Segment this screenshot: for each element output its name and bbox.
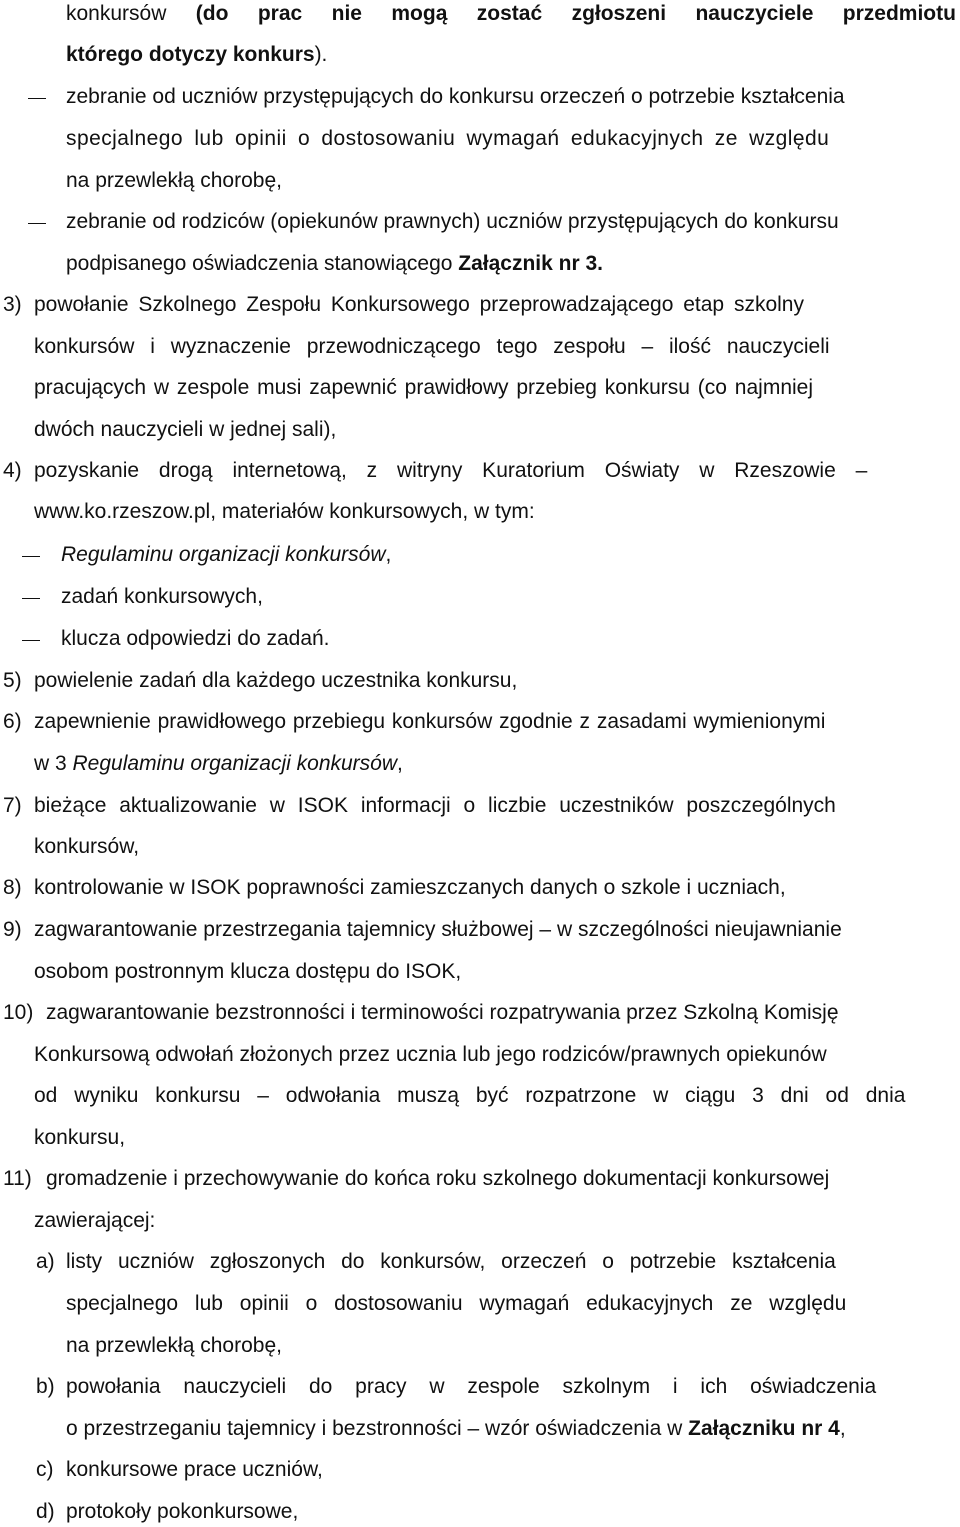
text-line: protokoły pokonkursowe, [66,1500,299,1523]
text-line: klucza odpowiedzi do zadań. [61,627,330,650]
text-word: przedmiotu [842,2,956,25]
text-line: którego dotyczy konkurs). [66,43,328,66]
italic-text: Regulaminu organizacji konkursów [61,543,386,566]
dash-bullet [28,82,48,112]
text-line: dwóch nauczycieli w jednej sali), [34,418,337,441]
text-line: podpisanego oświadczenia stanowiącego Załącznik nr 3. [66,252,604,275]
text-line: powołania nauczycieli do pracy w zespole szkolnym i ich oświadczenia [66,1375,877,1398]
text-word: nauczyciele [695,2,814,25]
text-line: od wyniku konkursu – odwołania muszą być rozpatrzone w ciągu 3 dni od dnia [34,1084,906,1107]
text-line: osobom postronnym klucza dostępu do ISOK, [34,960,462,983]
bold-text: Załączniku nr 4 [688,1417,840,1440]
list-number: 9) [3,918,22,941]
text-line: konkursowe prace uczniów, [66,1458,323,1481]
text-word: prac [257,2,303,25]
text-line: pracujących w zespole musi zapewnić prawidłowy przebieg konkursu (co najmniej [34,376,814,399]
text-line: na przewlekłą chorobę, [66,169,282,192]
text-line: bieżące aktualizowanie w ISOK informacji o liczbie uczestników poszczególnych [34,794,836,817]
text-line: Regulaminu organizacji konkursów, [61,543,392,566]
text-line: w 3 Regulaminu organizacji konkursów, [34,752,403,775]
text-line: o przestrzeganiu tajemnicy i bezstronności – wzór oświadczenia w Załączniku nr 4, [66,1417,846,1440]
text-line: zawierającej: [34,1209,156,1232]
list-number: 11) [3,1167,32,1190]
list-number: 6) [3,710,22,733]
list-number: 10) [3,1001,34,1024]
text-word: (do [195,2,229,25]
text-line: zebranie od rodziców (opiekunów prawnych) uczniów przystępujących do konkursu [66,210,839,233]
text-line: www.ko.rzeszow.pl, materiałów konkursowych, w tym: [34,500,535,523]
text-line: kontrolowanie w ISOK poprawności zamieszczanych danych o szkole i uczniach, [34,876,786,899]
text-line: listy uczniów zgłoszonych do konkursów, orzeczeń o potrzebie kształcenia [66,1250,836,1273]
dash-bullet [28,207,48,237]
text-line: konkursów i wyznaczenie przewodniczącego tego zespołu – ilość nauczycieli [34,335,830,358]
text-line: konkursu, [34,1126,126,1149]
list-number: 4) [3,459,22,482]
text-line: pozyskanie drogą internetową, z witryny Kuratorium Oświaty w Rzeszowie – [34,459,868,482]
list-letter: c) [36,1458,54,1481]
text-line: powielenie zadań dla każdego uczestnika konkursu, [34,669,518,692]
bold-text: Załącznik nr 3. [458,252,604,275]
text-line: powołanie Szkolnego Zespołu Konkursowego przeprowadzającego etap szkolny [34,293,804,316]
text-line [66,0,956,29]
text-line: zapewnienie prawidłowego przebiegu konkursów zgodnie z zasadami wymienionymi [34,710,826,733]
list-number: 3) [3,293,22,316]
list-number: 5) [3,669,22,692]
italic-text: Regulaminu organizacji konkursów [72,752,398,775]
text-line: gromadzenie i przechowywanie do końca roku szkolnego dokumentacji konkursowej [46,1167,830,1190]
text-line: zadań konkursowych, [61,585,263,608]
list-letter: a) [36,1250,55,1273]
list-number: 7) [3,794,22,817]
text-line: zagwarantowanie przestrzegania tajemnicy służbowej – w szczególności nieujawnianie [34,918,842,941]
text-word: konkursów [66,2,167,25]
list-letter: d) [36,1500,55,1523]
list-letter: b) [36,1375,55,1398]
text-word: mogą [391,2,448,25]
dash-bullet [22,540,42,570]
text-word: nie [331,2,362,25]
text-line: zagwarantowanie bezstronności i terminowości rozpatrywania przez Szkolną Komisję [46,1001,839,1024]
list-number: 8) [3,876,22,899]
text-word: zgłoszeni [571,2,667,25]
dash-bullet [22,582,42,612]
text-line: konkursów, [34,835,140,858]
text-line: specjalnego lub opinii o dostosowaniu wymagań edukacyjnych ze względu [66,1292,847,1315]
text-word: zostać [476,2,543,25]
dash-bullet [22,624,42,654]
bold-text: którego dotyczy konkurs [66,43,315,66]
text-line: Konkursową odwołań złożonych przez ucznia lub jego rodziców/prawnych opiekunów [34,1043,827,1066]
text-line: specjalnego lub opinii o dostosowaniu wymagań edukacyjnych ze względu [66,127,830,150]
text-line: na przewlekłą chorobę, [66,1334,282,1357]
text-line: zebranie od uczniów przystępujących do konkursu orzeczeń o potrzebie kształcenia [66,85,845,108]
